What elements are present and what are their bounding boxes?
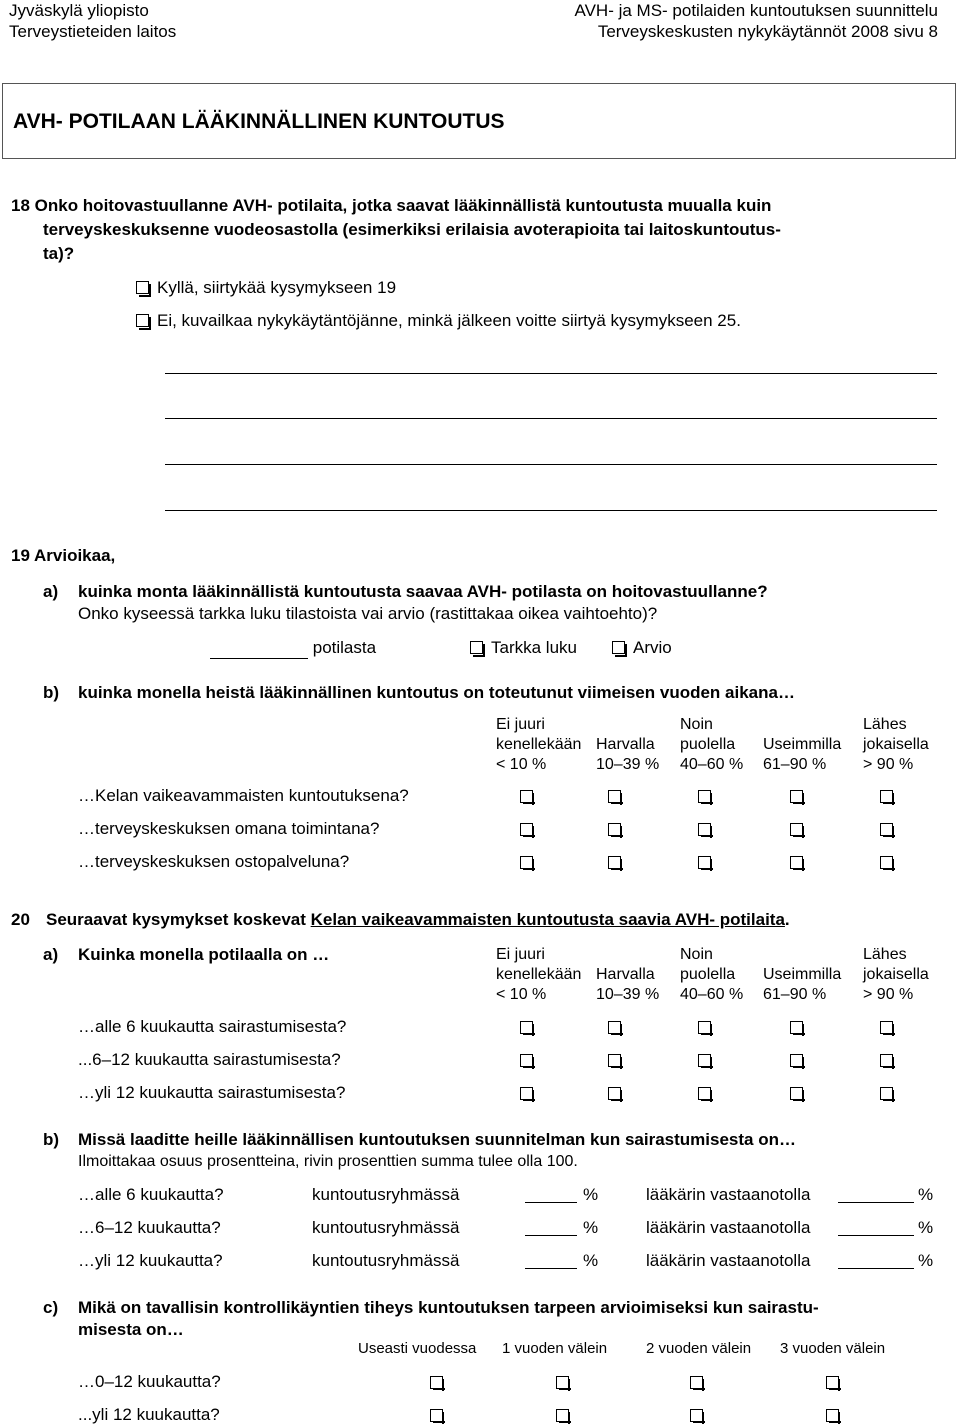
checkbox-icon[interactable]	[608, 1021, 621, 1034]
checkbox-icon[interactable]	[430, 1376, 443, 1389]
header-study-title: AVH- ja MS- potilaiden kuntoutuksen suunnittelu	[574, 1, 938, 20]
checkbox-icon[interactable]	[470, 641, 483, 654]
percent-sign: %	[583, 1251, 599, 1270]
checkbox-icon[interactable]	[520, 1087, 533, 1100]
checkbox-icon[interactable]	[790, 1021, 803, 1034]
q20b-col2-label: lääkärin vastaanotolla	[646, 1251, 811, 1270]
checkbox-icon[interactable]	[430, 1409, 443, 1422]
answer-line-4[interactable]	[165, 510, 937, 511]
q20b-col1-label: kuntoutusryhmässä	[312, 1185, 460, 1204]
checkbox-icon[interactable]	[880, 1054, 893, 1067]
checkbox-icon[interactable]	[520, 823, 533, 836]
q20c-row-1: …0–12 kuukautta?	[78, 1372, 221, 1391]
q20-b-label: b)	[43, 1130, 60, 1149]
col-header-3: Noin puolella 40–60 %	[680, 946, 744, 1003]
percent-blank[interactable]	[525, 1202, 577, 1203]
checkbox-icon[interactable]	[690, 1409, 703, 1422]
col-header-2: Harvalla 10–39 %	[596, 736, 660, 773]
q20b-row-label: …6–12 kuukautta?	[78, 1218, 221, 1237]
q20-number: 20	[11, 910, 30, 929]
percent-sign: %	[918, 1218, 934, 1237]
q18-option-yes[interactable]: Kyllä, siirtykää kysymykseen 19	[136, 278, 396, 298]
answer-line-1[interactable]	[165, 373, 937, 374]
checkbox-icon[interactable]	[520, 1054, 533, 1067]
checkbox-icon[interactable]	[520, 856, 533, 869]
col-header-1: Ei juuri kenellekään < 10 %	[496, 946, 582, 1003]
checkbox-icon[interactable]	[608, 856, 621, 869]
c-col-header-4: 3 vuoden välein	[780, 1340, 886, 1357]
q20a-row-3: …yli 12 kuukautta sairastumisesta?	[78, 1083, 346, 1102]
col-header-3: Noin puolella 40–60 %	[680, 716, 744, 773]
checkbox-icon[interactable]	[690, 1376, 703, 1389]
q18-text-line1: 18 Onko hoitovastuullanne AVH- potilaita, jotka saavat lääkinnällistä kuntoutusta muualla kuin	[11, 196, 772, 215]
header-university: Jyväskylä yliopisto	[9, 1, 149, 20]
percent-blank[interactable]	[838, 1202, 914, 1203]
q19-count-field[interactable]: potilasta	[210, 638, 376, 659]
checkbox-icon[interactable]	[790, 1054, 803, 1067]
header-department: Terveystieteiden laitos	[9, 22, 177, 41]
c-col-header-3: 2 vuoden välein	[646, 1340, 752, 1357]
checkbox-icon[interactable]	[608, 1054, 621, 1067]
checkbox-icon[interactable]	[698, 823, 711, 836]
checkbox-icon[interactable]	[698, 856, 711, 869]
section-title: AVH- POTILAAN LÄÄKINNÄLLINEN KUNTOUTUS	[13, 110, 505, 133]
checkbox-icon[interactable]	[880, 823, 893, 836]
answer-line-2[interactable]	[165, 418, 937, 419]
q18-option-no[interactable]: Ei, kuvailkaa nykykäytäntöjänne, minkä jälkeen voitte siirtyä kysymykseen 25.	[136, 311, 741, 331]
q18-text-line2: terveyskeskuksenne vuodeosastolla (esimerkiksi erilaisia avoterapioita tai laitoskuntoutus-	[43, 220, 781, 239]
checkbox-icon[interactable]	[698, 1087, 711, 1100]
checkbox-icon[interactable]	[826, 1409, 839, 1422]
checkbox-icon[interactable]	[520, 1021, 533, 1034]
percent-sign: %	[918, 1185, 934, 1204]
q20-c-label: c)	[43, 1298, 59, 1317]
q20c-row-2: ...yli 12 kuukautta?	[78, 1405, 220, 1424]
checkbox-icon[interactable]	[790, 1087, 803, 1100]
q19-row-2: …terveyskeskuksen omana toimintana?	[78, 819, 380, 838]
percent-sign: %	[583, 1218, 599, 1237]
q20-b-subtext: Ilmoittakaa osuus prosentteina, rivin prosenttien summa tulee olla 100.	[78, 1153, 578, 1170]
q20b-col2-label: lääkärin vastaanotolla	[646, 1218, 811, 1237]
q20b-row-label: …yli 12 kuukautta?	[78, 1251, 223, 1270]
checkbox-icon[interactable]	[556, 1376, 569, 1389]
checkbox-icon[interactable]	[608, 790, 621, 803]
col-header-5: Lähes jokaisella > 90 %	[863, 946, 929, 1003]
q20a-row-1: …alle 6 kuukautta sairastumisesta?	[78, 1017, 347, 1036]
count-blank[interactable]	[210, 638, 308, 659]
checkbox-icon[interactable]	[826, 1376, 839, 1389]
section-title-box	[2, 83, 956, 159]
checkbox-icon[interactable]	[520, 790, 533, 803]
q19-row-3: …terveyskeskuksen ostopalveluna?	[78, 852, 350, 871]
q19-option-estimate[interactable]: Arvio	[612, 638, 672, 658]
q20-c-text-line2: misesta on…	[78, 1320, 184, 1339]
percent-sign: %	[918, 1251, 934, 1270]
percent-blank[interactable]	[525, 1235, 577, 1236]
checkbox-icon[interactable]	[790, 790, 803, 803]
q20-a-label: a)	[43, 945, 59, 964]
checkbox-icon[interactable]	[608, 1087, 621, 1100]
answer-line-3[interactable]	[165, 464, 937, 465]
col-header-4: Useimmilla 61–90 %	[763, 966, 842, 1003]
percent-blank[interactable]	[525, 1268, 577, 1269]
checkbox-icon[interactable]	[698, 1021, 711, 1034]
q19-a-label: a)	[43, 582, 59, 601]
q19-row-1: …Kelan vaikeavammaisten kuntoutuksena?	[78, 786, 409, 805]
q20a-row-2: ...6–12 kuukautta sairastumisesta?	[78, 1050, 341, 1069]
checkbox-icon[interactable]	[698, 790, 711, 803]
q19-title: 19 Arvioikaa,	[11, 546, 116, 565]
checkbox-icon[interactable]	[612, 641, 625, 654]
percent-blank[interactable]	[838, 1235, 914, 1236]
q19-a-subtext: Onko kyseessä tarkka luku tilastoista vai arvio (rastittakaa oikea vaihtoehto)?	[78, 604, 658, 623]
checkbox-icon[interactable]	[790, 823, 803, 836]
q19-a-text: kuinka monta lääkinnällistä kuntoutusta saavaa AVH- potilasta on hoitovastuullanne?	[78, 582, 768, 601]
col-header-5: Lähes jokaisella > 90 %	[863, 716, 929, 773]
q20b-col1-label: kuntoutusryhmässä	[312, 1251, 460, 1270]
q20-a-text: Kuinka monella potilaalla on …	[78, 945, 330, 964]
q20-b-text: Missä laaditte heille lääkinnällisen kuntoutuksen suunnitelman kun sairastumisesta on…	[78, 1130, 796, 1149]
col-header-2: Harvalla 10–39 %	[596, 966, 660, 1003]
checkbox-icon[interactable]	[608, 823, 621, 836]
checkbox-icon[interactable]	[556, 1409, 569, 1422]
col-header-4: Useimmilla 61–90 %	[763, 736, 842, 773]
q20b-col2-label: lääkärin vastaanotolla	[646, 1185, 811, 1204]
checkbox-icon[interactable]	[790, 856, 803, 869]
header-page-info: Terveyskeskusten nykykäytännöt 2008 sivu 8	[597, 22, 938, 41]
c-col-header-2: 1 vuoden välein	[502, 1340, 608, 1357]
q20-text: Seuraavat kysymykset koskevat Kelan vaikeavammaisten kuntoutusta saavia AVH- potilaita.	[46, 910, 790, 929]
percent-sign: %	[583, 1185, 599, 1204]
col-header-1: Ei juuri kenellekään < 10 %	[496, 716, 582, 773]
q20-c-text-line1: Mikä on tavallisin kontrollikäyntien tiheys kuntoutuksen tarpeen arvioimiseksi kun sairastu-	[78, 1298, 819, 1317]
checkbox-icon[interactable]	[880, 856, 893, 869]
q18-text-line3: ta)?	[43, 244, 75, 263]
q19-b-label: b)	[43, 683, 60, 702]
checkbox-icon[interactable]	[136, 314, 149, 327]
percent-blank[interactable]	[838, 1268, 914, 1269]
c-col-header-1: Useasti vuodessa	[358, 1340, 477, 1357]
checkbox-icon[interactable]	[880, 1021, 893, 1034]
checkbox-icon[interactable]	[880, 1087, 893, 1100]
q19-option-exact[interactable]: Tarkka luku	[470, 638, 577, 658]
checkbox-icon[interactable]	[698, 1054, 711, 1067]
checkbox-icon[interactable]	[880, 790, 893, 803]
q19-b-text: kuinka monella heistä lääkinnällinen kuntoutus on toteutunut viimeisen vuoden aikana…	[78, 683, 795, 702]
q20b-col1-label: kuntoutusryhmässä	[312, 1218, 460, 1237]
checkbox-icon[interactable]	[136, 281, 149, 294]
q20b-row-label: …alle 6 kuukautta?	[78, 1185, 224, 1204]
